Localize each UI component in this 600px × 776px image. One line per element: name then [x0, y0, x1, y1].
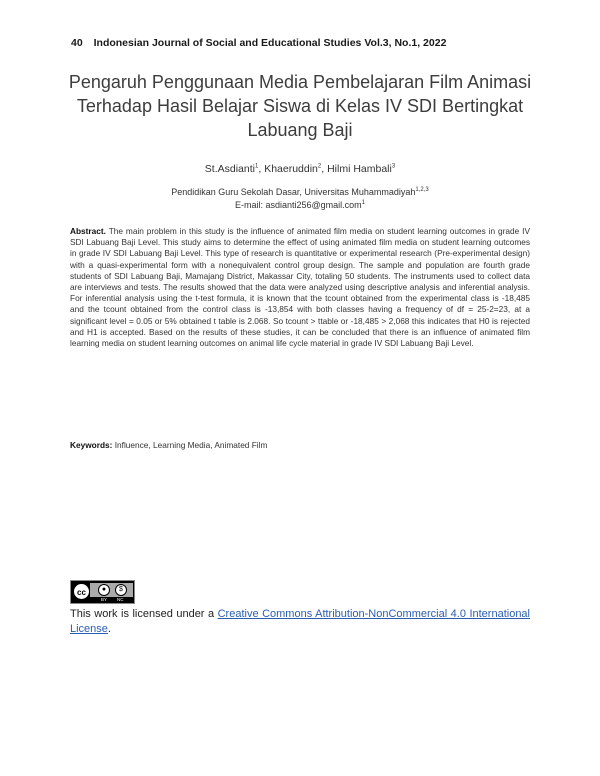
license-suffix: .: [107, 623, 111, 635]
keywords: [70, 440, 267, 450]
author-sup: 1: [255, 163, 259, 170]
running-header: [71, 37, 446, 49]
attribution-icon: ●: [98, 584, 110, 596]
abstract-label: Abstract.: [70, 226, 106, 236]
affiliation-block: [0, 186, 600, 212]
affiliation: Pendidikan Guru Sekolah Dasar, Universitas Muhammadiyah: [171, 187, 416, 197]
abstract-text: The main problem in this study is the influence of animated film media on student learning outcomes in grade IV SDI Labuang Baji Level. This study aims to determine the effect of using animated film media on student learning outcomes in grade IV SDI Labuang Baji Level. This type of research is quantitative or experimental research (Pre-experimental design) with a quasi-experimental form with a nonequivalent control group design. The sample and population are fourth grade students of SDI Labuang Baji, Mamajang District, Makassar City, totaling 50 students. The instruments used to collect data are interviews and tests. The results showed that the data were analyzed using descriptive analysis and inferential analysis. For inferential analysis using the t-test formula, it is known that the tcount obtained from the experimental class is -18,485 and the tcount obtained from the control class is -13,854 with both classes having a frequency of df = 25-2=23, at a significant level = 0.05 or 5% obtained t table is 2.068. So tcount > ttable or -18,485 > 2,068 this indicates that H0 is rejected and H1 is accepted. Based on the results of these studies, it can be concluded that there is an influence of animated film learning media on student learning outcomes on animal life cycle material in grade IV SDI Labuang Baji Level.: [70, 226, 530, 349]
keywords-text: Influence, Learning Media, Animated Film: [114, 440, 268, 450]
license-statement: [70, 607, 530, 637]
author-name: Hilmi Hambali: [327, 163, 392, 175]
journal-name: Indonesian Journal of Social and Educational Studies Vol.3, No.1, 2022: [93, 37, 447, 49]
cc-by-nc-badge[interactable]: [70, 580, 135, 604]
cc-icon: cc: [73, 583, 90, 600]
by-label: BY: [101, 597, 108, 602]
author-name: St.Asdianti: [204, 163, 255, 175]
email: E-mail: asdianti256@gmail.com: [234, 200, 362, 210]
page-number: 40: [71, 37, 83, 49]
keywords-label: Keywords:: [70, 440, 113, 450]
noncommercial-icon: $: [115, 584, 127, 596]
abstract: [70, 226, 530, 349]
paper-title: Pengaruh Penggunaan Media Pembelajaran Film Animasi Terhadap Hasil Belajar Siswa di Kelas IV SDI Bertingkat Labuang Baji: [68, 72, 532, 140]
author-name: Khaeruddin: [264, 163, 318, 175]
license-link[interactable]: Creative Commons Attribution-NonCommercial 4.0 International License: [70, 608, 530, 635]
email-sup: 1: [361, 200, 366, 206]
author-sup: 2: [317, 163, 322, 170]
author-sup: 3: [391, 163, 396, 170]
license-prefix: This work is licensed under a: [70, 608, 218, 620]
affiliation-sup: 1,2,3: [415, 187, 429, 193]
author-list: St.Asdianti$^1$, Khaeruddin$^2$, Hilmi Hambali$^3$: [204, 163, 396, 175]
nc-label: NC: [117, 597, 124, 602]
